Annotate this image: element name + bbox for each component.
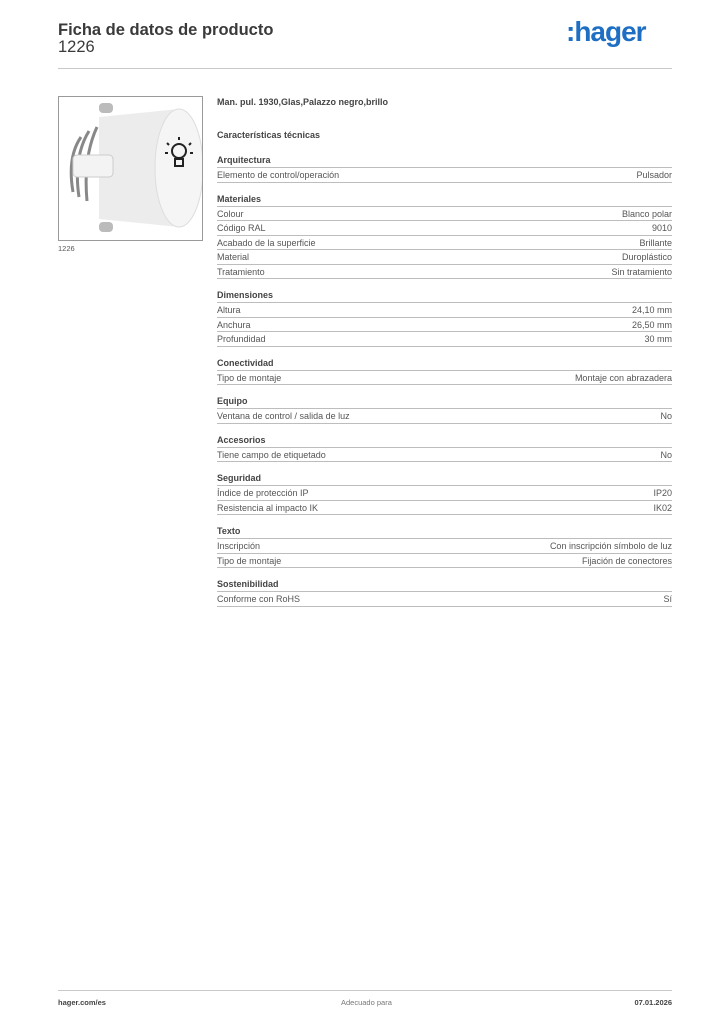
spec-value: Sin tratamiento <box>611 266 672 277</box>
footer-middle: Adecuado para <box>341 998 392 1007</box>
spec-value: No <box>660 449 672 460</box>
section-title: Conectividad <box>217 357 672 371</box>
spec-row <box>217 221 672 236</box>
section-title: Materiales <box>217 193 672 207</box>
footer-website[interactable]: hager.com/es <box>58 998 106 1007</box>
spec-value: IK02 <box>653 502 672 513</box>
section-title: Arquitectura <box>217 154 672 168</box>
section-title: Dimensiones <box>217 289 672 303</box>
spec-row <box>217 486 672 501</box>
product-code: 1226 <box>58 38 95 56</box>
footer-date: 07.01.2026 <box>634 998 672 1007</box>
spec-row <box>217 539 672 554</box>
spec-label: Inscripción <box>217 541 261 551</box>
spec-label: Tratamiento <box>217 266 265 277</box>
spec-row <box>217 554 672 569</box>
spec-value: Fijación de conectores <box>581 555 672 566</box>
product-image <box>58 96 203 241</box>
spec-row <box>217 592 672 607</box>
spec-row <box>217 236 672 251</box>
header-divider <box>58 68 672 69</box>
spec-label: Profundidad <box>217 334 266 344</box>
image-caption: 1226 <box>58 244 75 253</box>
spec-label: Acabado de la superficie <box>217 237 316 248</box>
spec-row <box>217 318 672 333</box>
spec-value: Sí <box>663 594 672 604</box>
spec-section <box>217 472 672 515</box>
spec-label: Tipo de montaje <box>217 372 282 383</box>
spec-row <box>217 207 672 222</box>
spec-row <box>217 501 672 516</box>
spec-label: Código RAL <box>217 223 266 233</box>
spec-section <box>217 395 672 424</box>
spec-label: Índice de protección IP <box>217 488 309 498</box>
spec-value: Duroplástico <box>621 252 672 262</box>
spec-row <box>217 448 672 463</box>
spec-section <box>217 578 672 607</box>
spec-label: Altura <box>217 305 241 315</box>
spec-row <box>217 409 672 424</box>
spec-section <box>217 154 672 183</box>
spec-value: 30 mm <box>644 334 672 344</box>
spec-label: Resistencia al impacto IK <box>217 502 319 513</box>
spec-section <box>217 193 672 280</box>
technical-specs <box>217 96 672 617</box>
spec-row <box>217 371 672 386</box>
spec-value: Blanco polar <box>621 208 672 219</box>
spec-label: Elemento de control/operación <box>217 170 340 180</box>
spec-value: Brillante <box>639 237 672 248</box>
spec-value: No <box>660 411 672 421</box>
spec-label: Anchura <box>217 319 251 330</box>
spec-value: Pulsador <box>636 170 672 180</box>
product-name: Man. pul. 1930,Glas,Palazzo negro,brillo <box>217 97 389 107</box>
spec-row <box>217 332 672 347</box>
spec-section <box>217 434 672 463</box>
spec-value: 26,50 mm <box>631 319 672 330</box>
hager-logo: :hager <box>566 16 646 47</box>
spec-label: Ventana de control / salida de luz <box>217 411 350 421</box>
spec-section <box>217 357 672 386</box>
spec-row <box>217 265 672 280</box>
spec-value: IP20 <box>653 488 672 498</box>
spec-value: 9010 <box>651 223 672 233</box>
section-title: Accesorios <box>217 434 672 448</box>
spec-row <box>217 168 672 183</box>
spec-label: Conforme con RoHS <box>217 594 301 604</box>
section-title: Seguridad <box>217 472 672 486</box>
spec-section <box>217 525 672 568</box>
spec-section <box>217 289 672 347</box>
spec-row <box>217 250 672 265</box>
spec-value: Montaje con abrazadera <box>574 372 672 383</box>
section-title: Equipo <box>217 395 672 409</box>
characteristics-title: Características técnicas <box>217 130 321 140</box>
page-title: Ficha de datos de producto <box>58 21 274 39</box>
spec-label: Tipo de montaje <box>217 555 282 566</box>
section-title: Sostenibilidad <box>217 578 672 592</box>
spec-label: Tiene campo de etiquetado <box>217 449 326 460</box>
section-title: Texto <box>217 525 672 539</box>
spec-value: 24,10 mm <box>631 305 672 315</box>
spec-label: Material <box>217 252 250 262</box>
spec-label: Colour <box>217 208 244 219</box>
spec-value: Con inscripción símbolo de luz <box>549 541 672 551</box>
footer-divider <box>58 990 672 991</box>
spec-row <box>217 303 672 318</box>
